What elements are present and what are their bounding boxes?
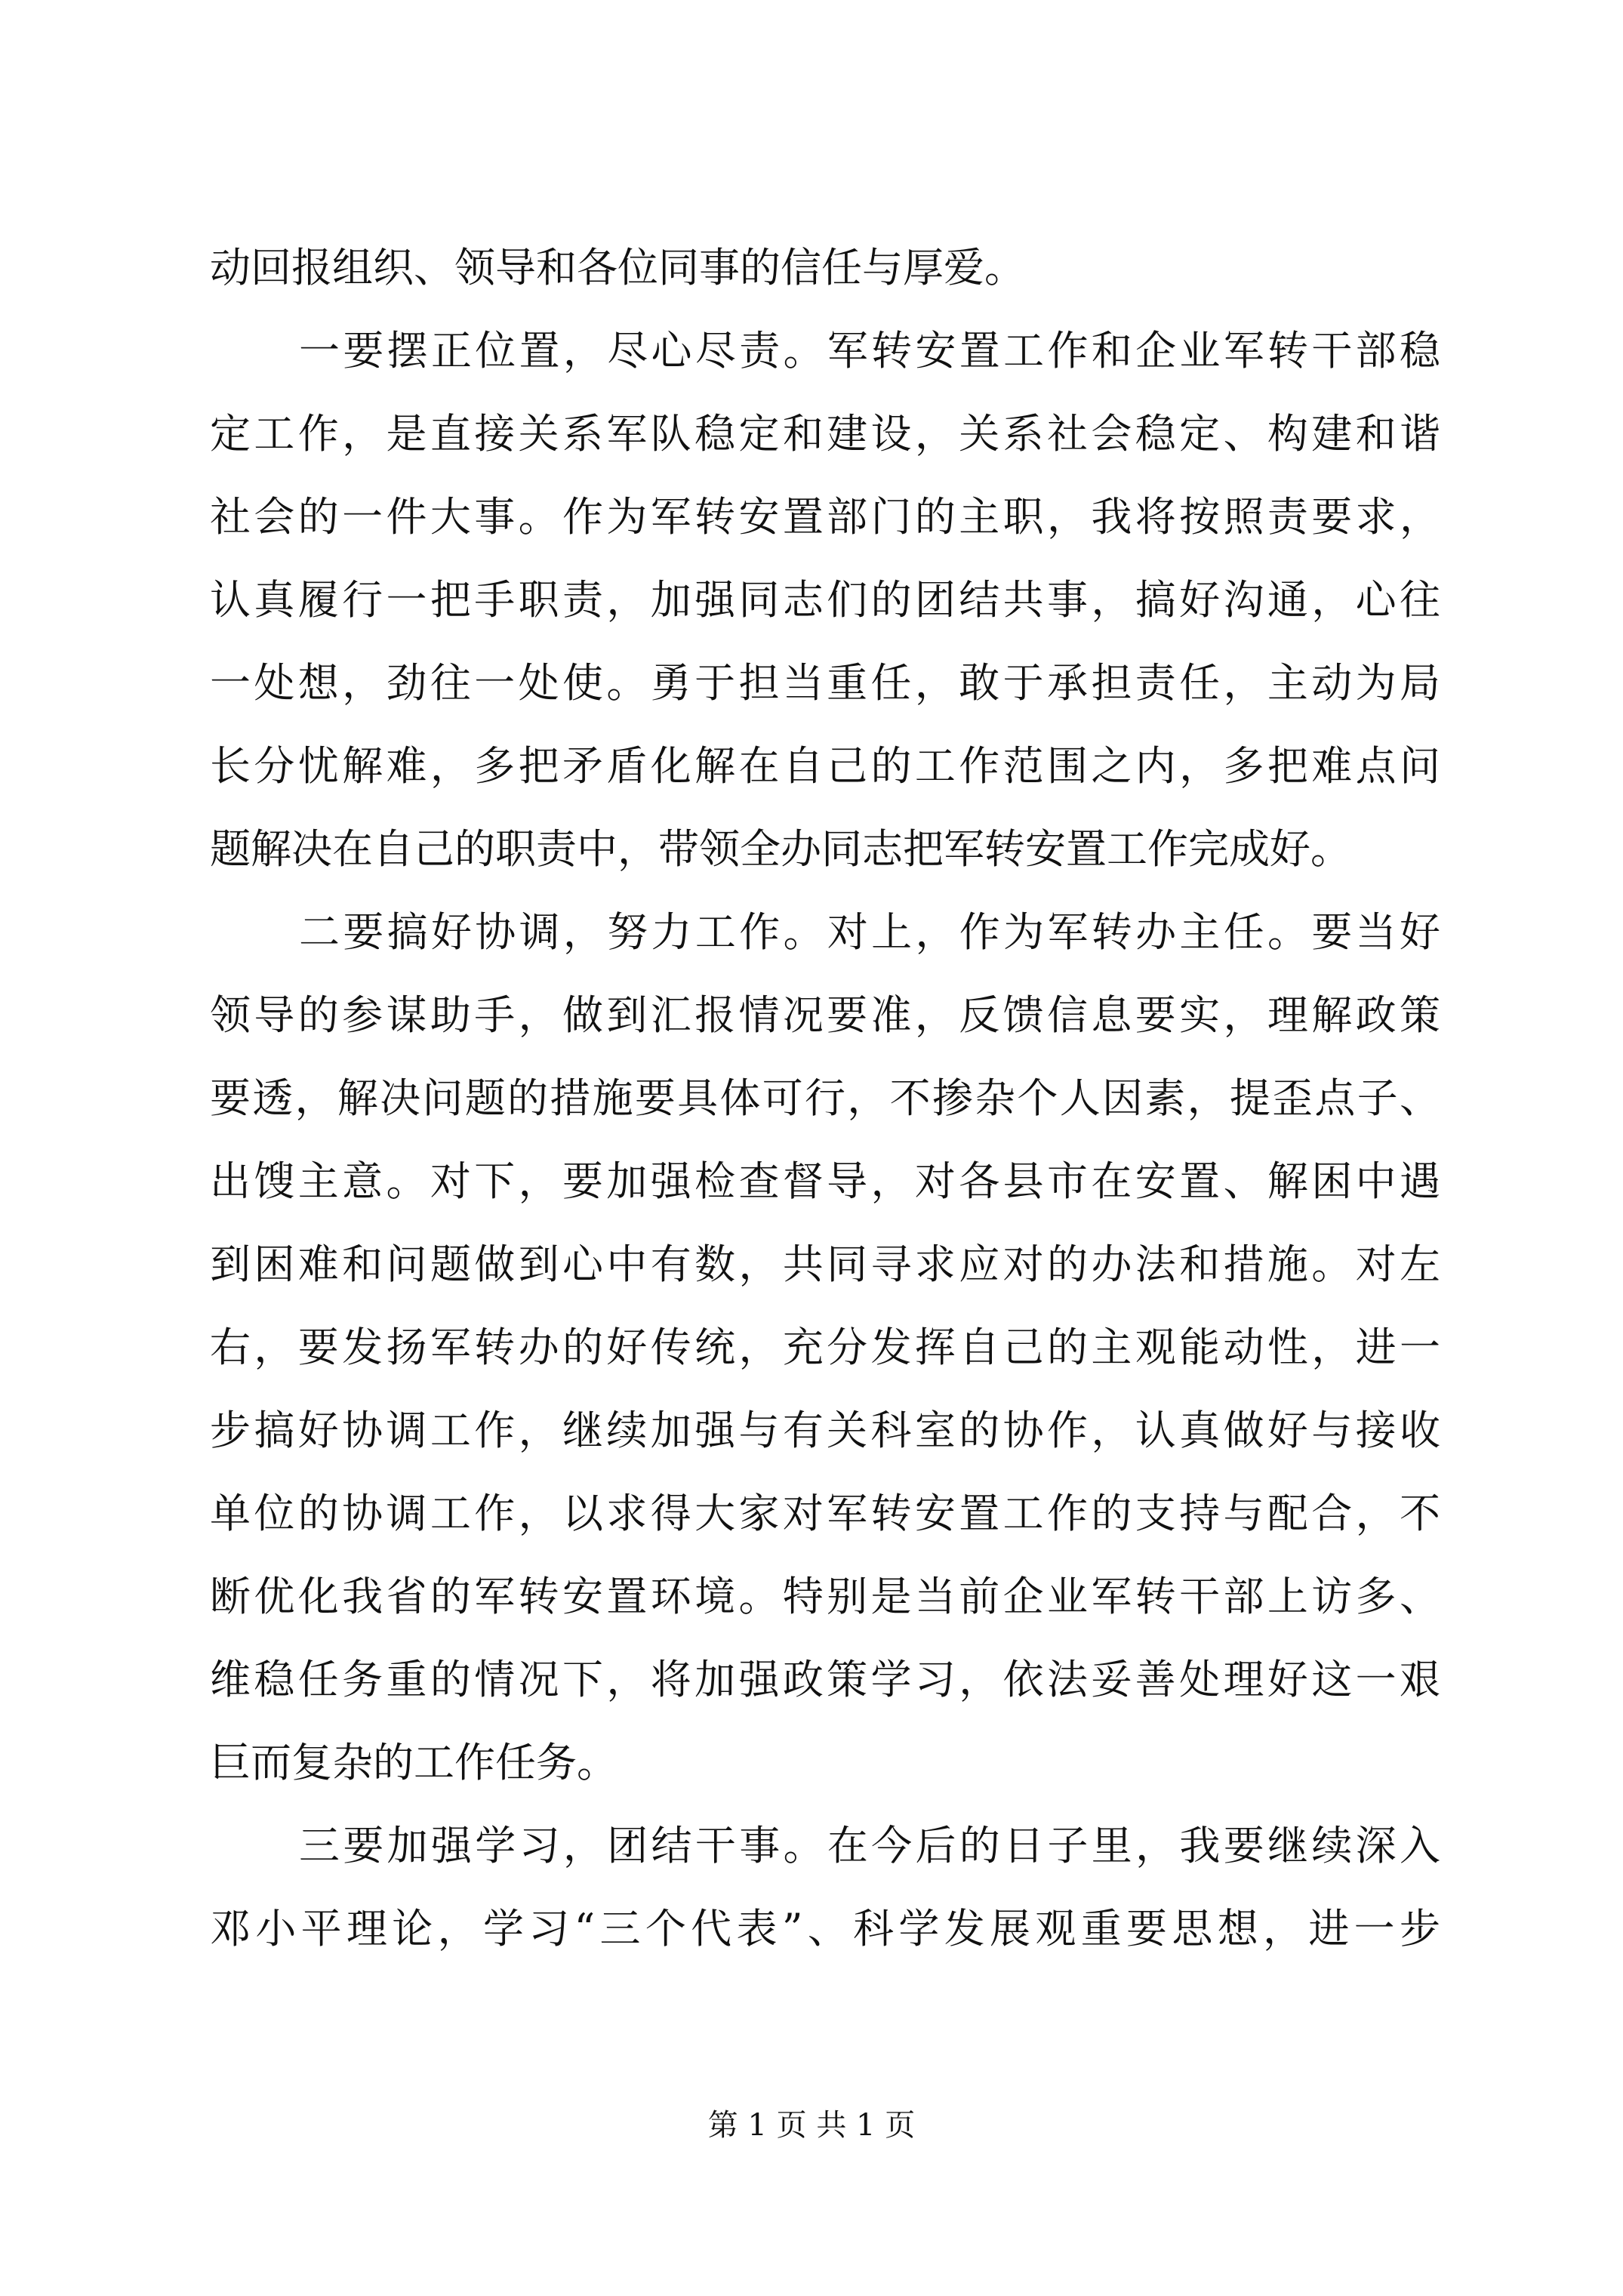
text-line: 一处想，劲往一处使。勇于担当重任，敢于承担责任，主动为局	[210, 659, 1440, 707]
text-line: 到困难和问题做到心中有数，共同寻求应对的办法和措施。对左	[210, 1240, 1440, 1288]
text-line: 断优化我省的军转安置环境。特别是当前企业军转干部上访多、	[210, 1573, 1440, 1620]
text-line: 定工作，是直接关系军队稳定和建设，关系社会稳定、构建和谐	[210, 410, 1440, 458]
text-line: 右，要发扬军转办的好传统，充分发挥自己的主观能动性，进一	[210, 1324, 1440, 1371]
text-line: 三要加强学习，团结干事。在今后的日子里，我要继续深入	[299, 1822, 1440, 1869]
page-number-footer: 第 1 页 共 1 页	[707, 2108, 916, 2143]
text-line: 认真履行一把手职责，加强同志们的团结共事，搞好沟通，心往	[210, 576, 1440, 624]
text-line: 出馊主意。对下，要加强检查督导，对各县市在安置、解困中遇	[210, 1157, 1440, 1205]
document-body	[210, 227, 1440, 1971]
text-line: 动回报组织、领导和各位同事的信任与厚爱。	[210, 244, 1025, 291]
text-line: 步搞好协调工作，继续加强与有关科室的协作，认真做好与接收	[210, 1407, 1440, 1454]
text-line: 巨而复杂的工作任务。	[210, 1739, 617, 1786]
text-line: 维稳任务重的情况下，将加强政策学习，依法妥善处理好这一艰	[210, 1656, 1440, 1703]
text-line: 一要摆正位置，尽心尽责。军转安置工作和企业军转干部稳	[299, 327, 1440, 374]
text-line: 要透，解决问题的措施要具体可行，不掺杂个人因素，提歪点子、	[210, 1074, 1440, 1122]
text-line: 邓小平理论，学习“三个代表”、科学发展观重要思想，进一步	[210, 1905, 1440, 1952]
text-line: 领导的参谋助手，做到汇报情况要准，反馈信息要实，理解政策	[210, 991, 1440, 1039]
text-line: 二要搞好协调，努力工作。对上，作为军转办主任。要当好	[299, 908, 1440, 956]
text-line: 社会的一件大事。作为军转安置部门的主职，我将按照责要求，	[210, 493, 1440, 541]
text-line: 单位的协调工作，以求得大家对军转安置工作的支持与配合，不	[210, 1490, 1440, 1537]
text-line: 题解决在自己的职责中，带领全办同志把军转安置工作完成好。	[210, 825, 1351, 873]
text-line: 长分忧解难，多把矛盾化解在自己的工作范围之内，多把难点问	[210, 742, 1440, 790]
